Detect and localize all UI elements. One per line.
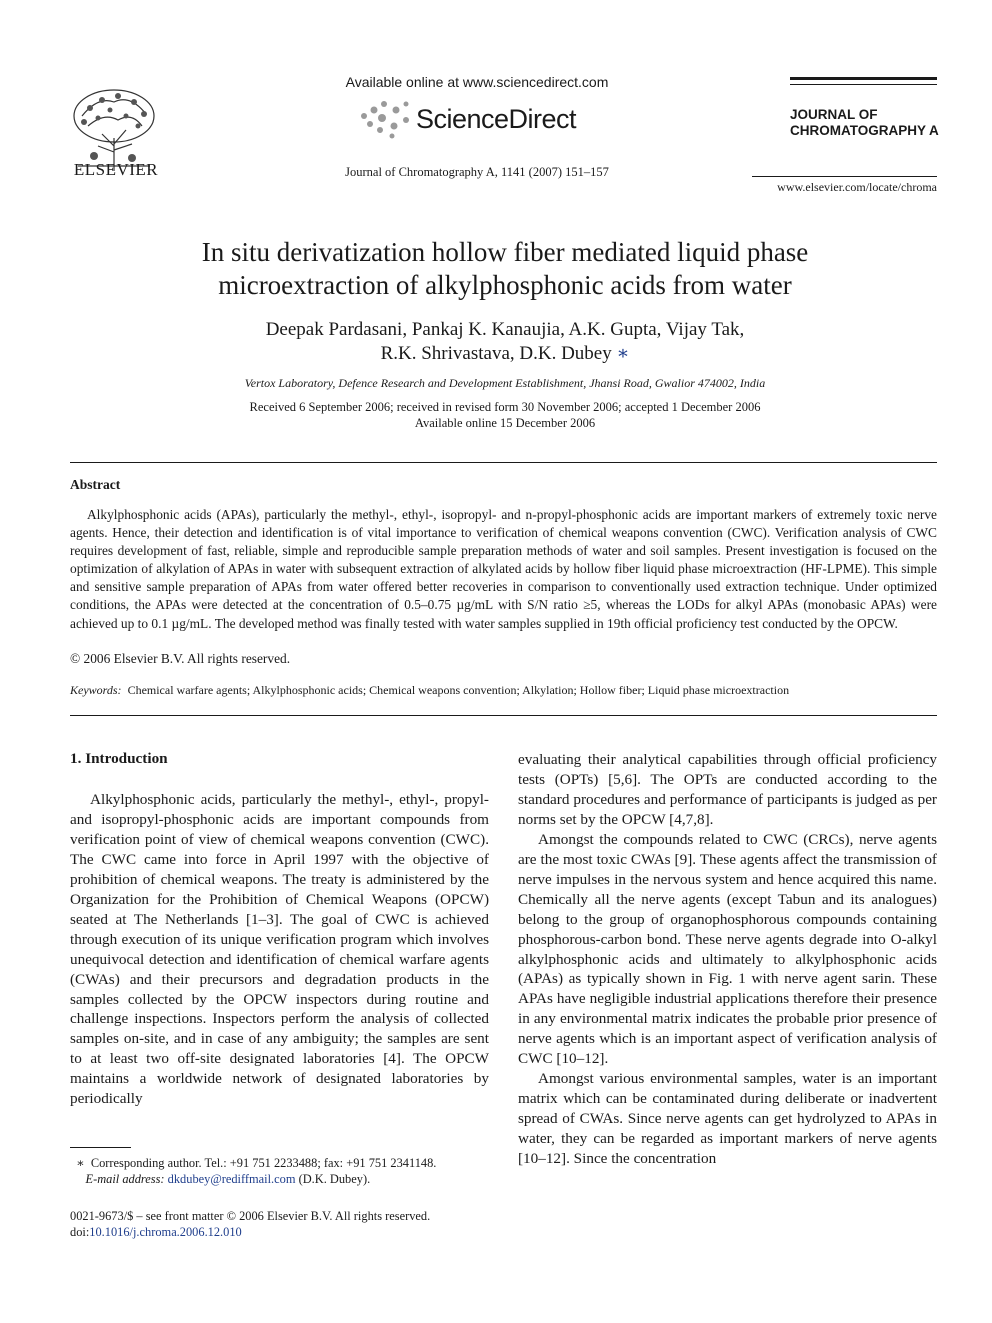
available-date: Available online 15 December 2006 [414,416,596,430]
right-column [518,750,937,1169]
keywords-list: Chemical warfare agents; Alkylphosphonic acids; Chemical weapons convention; Alkylation; Hollow fiber; Liquid phase microextraction [127,683,790,697]
article-history [100,399,910,431]
journal-name-line: JOURNAL OF [790,107,878,122]
paragraph: Amongst various environmental samples, water is an important matrix which can be contaminated during deliberate or inadvertent spread of CWAs. Since nerve agents can get hydrolyzed to APAs in water, they can be regarded as important markers of nerve agents [10–12]. Since the concentration [518,1070,937,1168]
journal-url-link[interactable]: www.elsevier.com/locate/chroma [777,180,937,194]
author-list [140,318,870,366]
title-line: In situ derivatization hollow fiber mediated liquid phase [201,237,809,267]
footnote-rule [70,1147,131,1148]
sciencedirect-brand: ScienceDirect [416,104,577,134]
keywords [70,683,950,698]
journal-name-line: CHROMATOGRAPHY A [790,123,939,138]
paragraph: Amongst the compounds related to CWC (CRCs), nerve agents are the most toxic CWAs [9]. These agents affect the transmission of nerve impulses in the nervous system and hence acquired this name. Chemically all the nerve agents (except Tabun and its analogues) belong to the group of organophosphorous compounds containing phosphorous-carbon bond. These nerve agents degrade into O-alkyl alkylphosphonic acids and ultimately to alkylphosphonic acids (APAs) as typically shown in Fig. 1 with nerve agent sarin. These APAs have negligible industrial applications therefore their presence in any environmental matrix indicates the probable prior presence of nerve agents which is an important aspect of verification analysis of CWC [10–12]. [518,830,937,1068]
received-dates: Received 6 September 2006; received in revised form 30 November 2006; accepted 1 December 2006 [249,400,761,414]
doi-label: doi: [70,1225,90,1239]
paragraph: evaluating their analytical capabilities through official proficiency tests (OPTs) [5,6]. The OPTs are conducted according to the standard procedures and performance of participants is judged as per norms set by the OPCW [4,7,8]. [518,751,937,828]
affiliation: Vertox Laboratory, Defence Research and Development Establishment, Jhansi Road, Gwalior 474002, India [244,376,766,390]
abstract-body: Alkylphosphonic acids (APAs), particularly the methyl-, ethyl-, isopropyl- and n-propyl-phosphonic acids are important markers of extremely toxic nerve agents. Hence, their detection and identification is of vital importance to verification of chemical weapons convention (CWC). Verification analysis of CWC requires development of fast, reliable, simple and reproducible sample preparation methods of water and soil samples. Present investigation is focused on the optimization of alkylation of APAs in water with subsequent extraction of alkylated acids by hollow fiber liquid phase microextraction (HF-LPME). This simple and sensitive sample preparation of APAs from water offered better recoveries in comparison to conventionally used extraction technique. Under optimized conditions, the APAs were detected at the concentration of 0.5–0.75 µg/mL with S/N ratio ≥5, whereas the LODs for alkyl APAs (monobasic APAs) were achieved up to 0.1 µg/mL. The developed method was finally tested with water samples supplied in 19th official proficiency test conducted by the OPCW. [70,507,937,631]
section-heading: 1. Introduction [70,750,168,767]
footnote [70,1155,489,1187]
journal-rule [790,84,937,85]
corresponding-author-link[interactable]: ∗ [616,343,630,364]
doi-link[interactable]: 10.1016/j.chroma.2006.12.010 [89,1225,242,1239]
footnote-corresponding [70,1155,489,1171]
paragraph: Alkylphosphonic acids, particularly the methyl-, ethyl-, propyl- and isopropyl-phosphonic acids are important compounds from verification point of view of chemical weapons convention (CWC). The CWC came into force in April 1997 with the objective of prohibition of chemical weapons. The treaty is administered by the Organization for the Prohibition of Chemical Weapons (OPCW) seated at The Netherlands [1–3]. The goal of CWC is achieved through execution of its unique verification program which involves unequivocal detection and identification of chemical warfare agents (CWAs) and their precursors and degradation products in the samples collected by the OPCW inspectors during routine and challenge inspections. Inspectors perform the analysis of collected samples on-site, and in case of any ambiguity; the samples are sent to at least two off-site designated laboratories [4]. The OPCW maintains a worldwide network of designated laboratories by periodically [70,791,489,1108]
author-line [140,342,870,366]
title-line: microextraction of alkylphosphonic acids from water [218,270,792,300]
footnote-email [70,1171,489,1187]
journal-citation: Journal of Chromatography A, 1141 (2007) 151–157 [345,165,609,179]
keywords-label: Keywords: [70,683,122,697]
issn-line: 0021-9673/$ – see front matter © 2006 Elsevier B.V. All rights reserved. [70,1209,431,1223]
available-online-text: Available online at www.sciencedirect.com [345,74,609,90]
journal-rule [790,77,937,80]
divider [70,462,937,463]
abstract-copyright: © 2006 Elsevier B.V. All rights reserved. [70,651,291,666]
journal-name [790,107,950,139]
abstract-heading: Abstract [70,477,121,492]
left-column [70,790,489,1109]
doi-line [70,1224,489,1240]
publisher-name: ELSEVIER [73,160,159,179]
email-suffix: (D.K. Dubey). [298,1172,371,1186]
issn-doi [70,1208,489,1240]
email-label: E-mail address: [85,1172,165,1186]
email-link[interactable]: dkdubey@rediffmail.com [167,1172,296,1186]
divider [70,715,937,716]
author-line: Deepak Pardasani, Pankaj K. Kanaujia, A.K. Gupta, Vijay Tak, [265,319,745,340]
footnote-mark: ∗ [76,1156,85,1170]
article-title [100,236,910,302]
author-line-text: R.K. Shrivastava, D.K. Dubey [380,343,612,364]
footnote-text: Corresponding author. Tel.: +91 751 2233488; fax: +91 751 2341148. [90,1156,437,1170]
journal-rule [752,176,937,177]
